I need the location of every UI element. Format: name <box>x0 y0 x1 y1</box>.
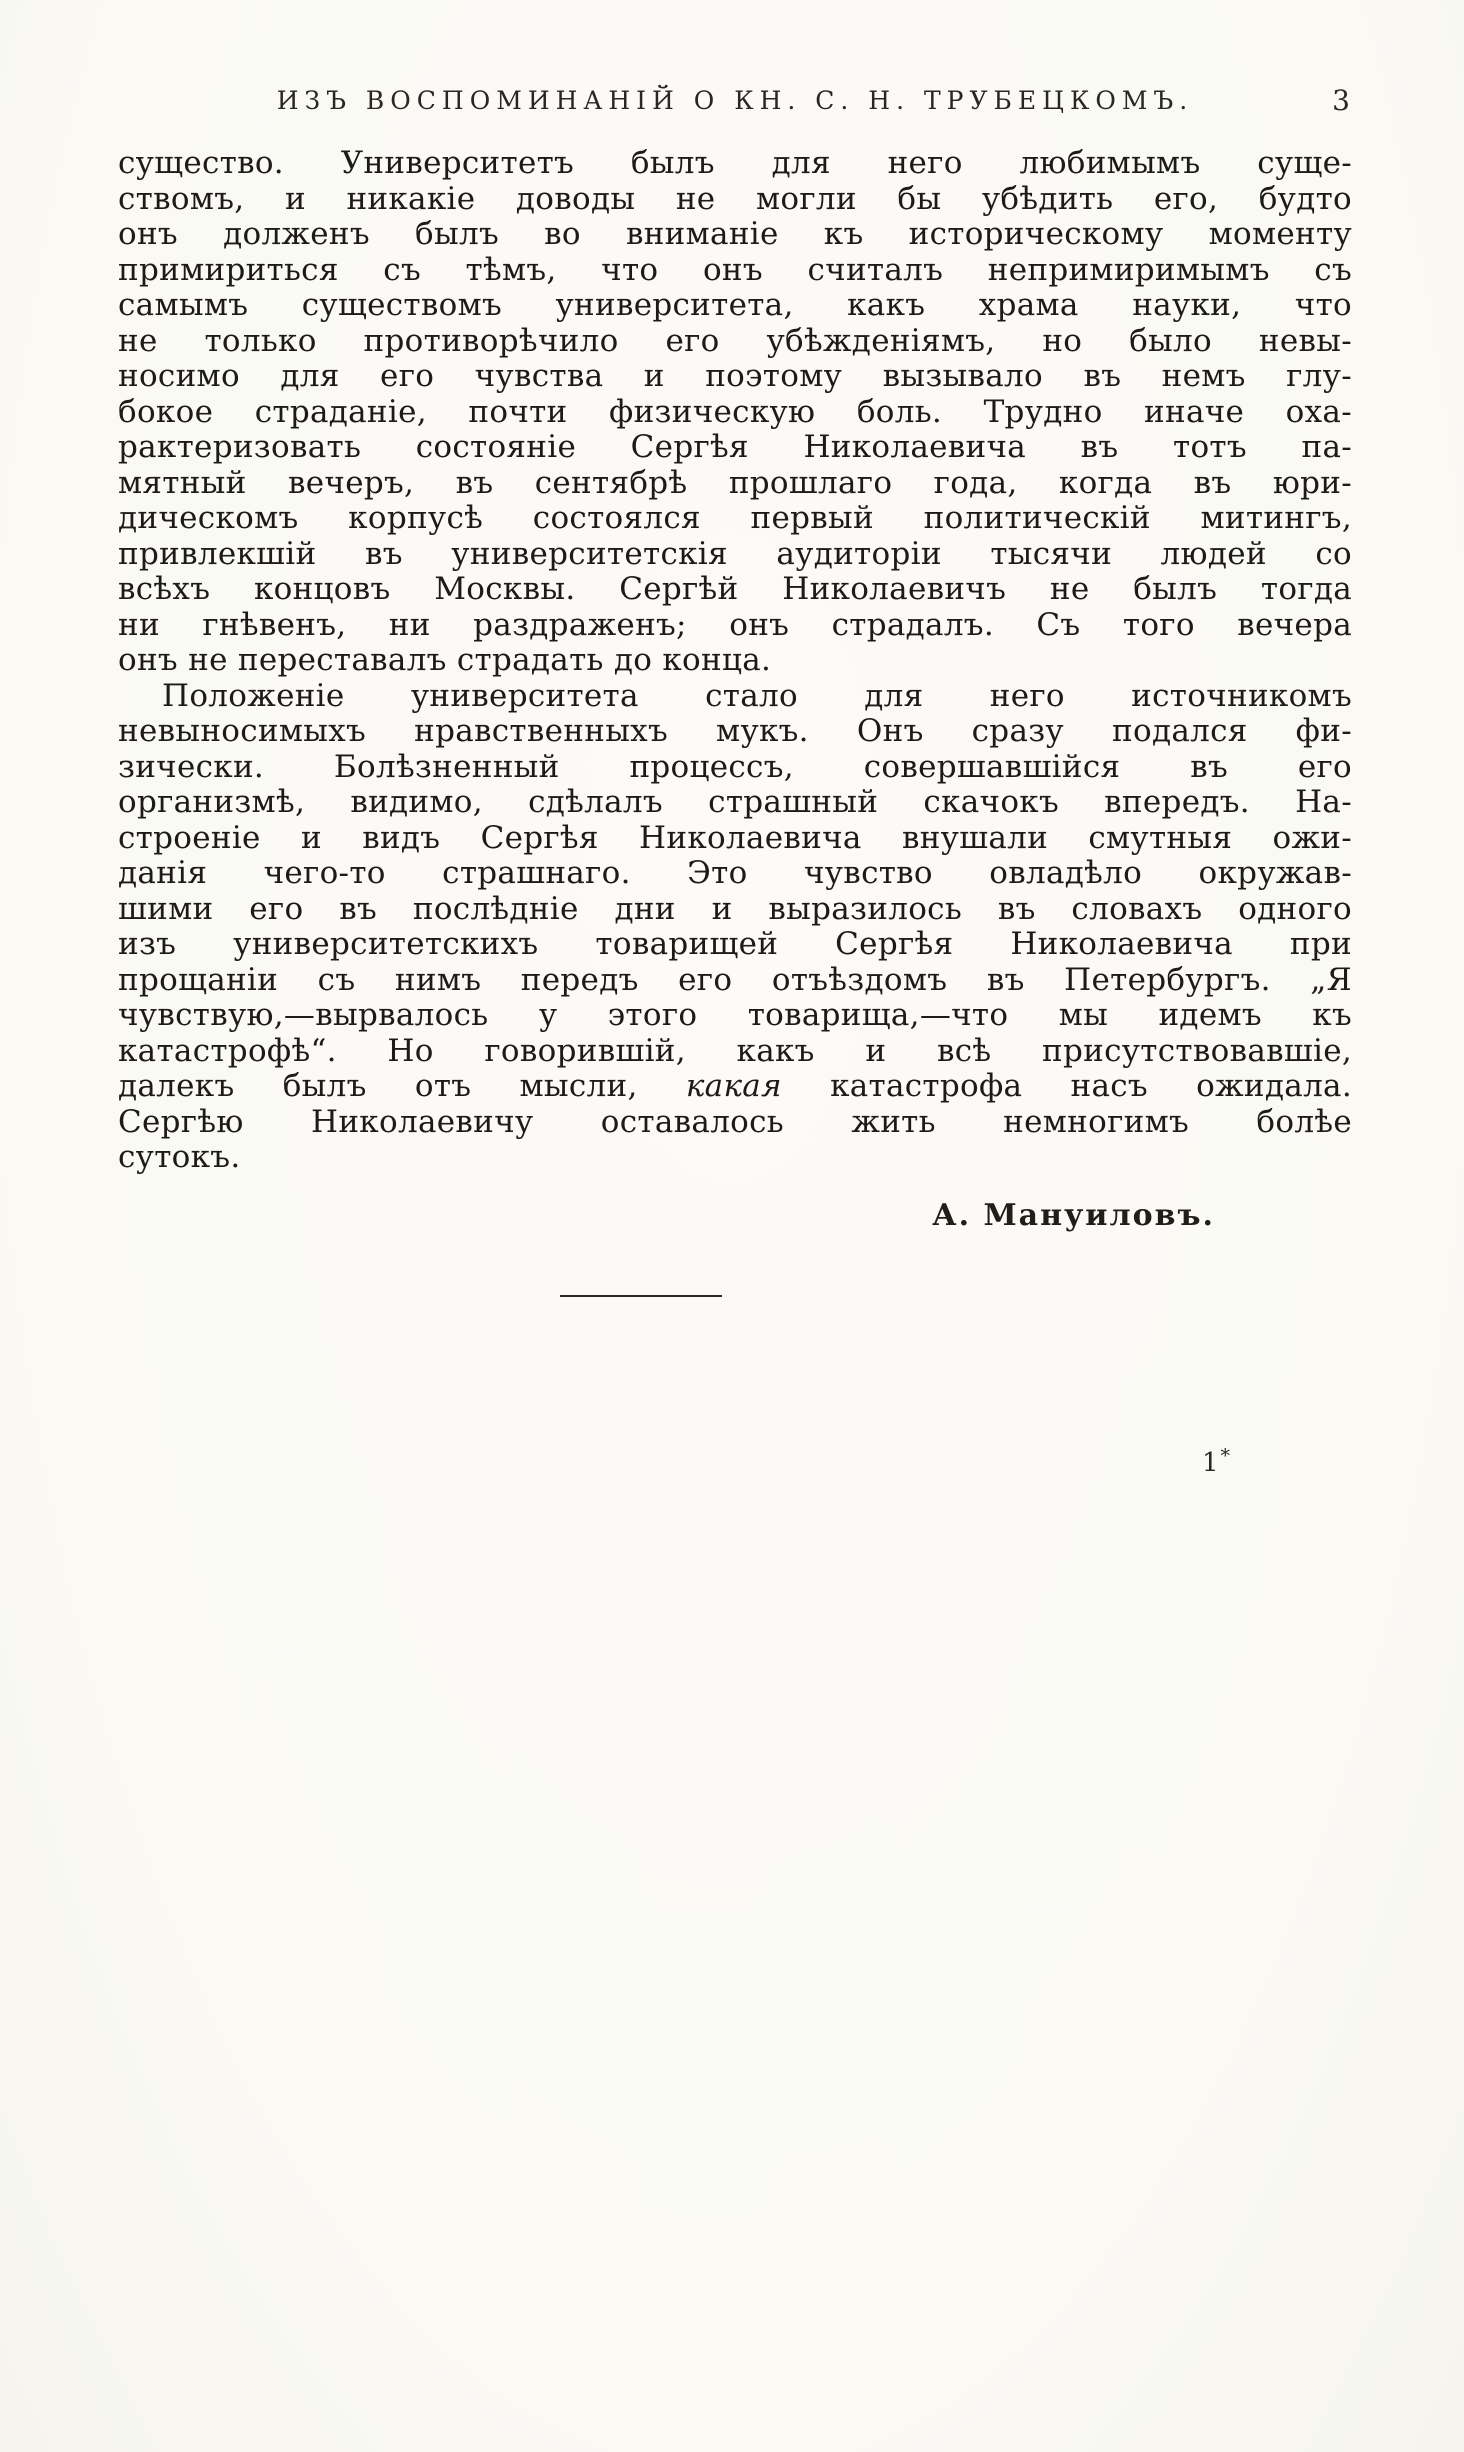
text-line: бокое страданіе, почти физическую боль. Трудно иначе оха- <box>118 393 1352 430</box>
text-line: шими его въ послѣдніе дни и выразилось въ словахъ одного <box>118 890 1352 927</box>
text-line: онъ не переставалъ страдать до конца. <box>118 642 772 678</box>
text-line: Сергѣю Николаевичу оставалось жить немногимъ болѣе <box>118 1103 1352 1140</box>
text-line <box>118 1069 1352 1105</box>
text-line: данія чего-то страшнаго. Это чувство овладѣло окружав- <box>118 855 1352 891</box>
printers-signature-mark <box>1202 1445 1230 1478</box>
text-line: рактеризовать состояніе Сергѣя Николаевича въ тотъ па- <box>118 429 1352 465</box>
text-line: изъ университетскихъ товарищей Сергѣя Николаевича при <box>118 926 1352 962</box>
text-line: дическомъ корпусѣ состоялся первый политическій митингъ, <box>118 500 1352 536</box>
text-line: ни гнѣвенъ, ни раздраженъ; онъ страдалъ. Съ того вечера <box>118 606 1352 643</box>
text-line: не только противорѣчило его убѣжденіямъ, но было невы- <box>118 322 1352 359</box>
text-line: зически. Болѣзненный процессъ, совершавшійся въ его <box>118 748 1352 785</box>
text-line: катастрофѣ“. Но говорившій, какъ и всѣ присутствовавшіе, <box>118 1032 1352 1069</box>
text-line: существо. Университетъ былъ для него любимымъ суще- <box>118 145 1352 181</box>
separator-rule <box>560 1295 722 1297</box>
text-line: строеніе и видъ Сергѣя Николаевича внушали смутныя ожи- <box>118 819 1352 856</box>
paragraph <box>118 679 1352 1176</box>
text-line: привлекшій въ университетскія аудиторіи тысячи людей со <box>118 535 1352 572</box>
page-header <box>118 86 1352 120</box>
text-line: чувствую,—вырвалось у этого товарища,—что мы идемъ къ <box>118 997 1352 1033</box>
text-segment: далекъ былъ отъ мысли, <box>118 1068 686 1104</box>
author-signature: А. Мануиловъ. <box>932 1197 1215 1233</box>
paragraph <box>118 146 1352 679</box>
text-line: организмѣ, видимо, сдѣлалъ страшный скачокъ впередъ. На- <box>118 784 1352 820</box>
text-line: носимо для его чувства и поэтому вызывало въ немъ глу- <box>118 358 1352 394</box>
paragraphs-container <box>118 146 1352 1176</box>
text-line: всѣхъ концовъ Москвы. Сергѣй Николаевичъ не былъ тогда <box>118 571 1352 607</box>
text-line: примириться съ тѣмъ, что онъ считалъ непримиримымъ съ <box>118 251 1352 288</box>
text-segment: катастрофа насъ ожидала. <box>781 1068 1352 1104</box>
text-line: Положеніе университета стало для него источникомъ <box>162 677 1352 714</box>
text-line: прощаніи съ нимъ передъ его отъѣздомъ въ Петербургъ. „Я <box>118 961 1352 998</box>
signature-mark-number: 1 <box>1202 1448 1219 1478</box>
text-line: сутокъ. <box>118 1139 241 1175</box>
running-head: ИЗЪ ВОСПОМИНАНІЙ О КН. С. Н. ТРУБЕЦКОМЪ. <box>276 86 1194 115</box>
page-body <box>118 146 1352 1297</box>
signature-mark-asterisk: * <box>1220 1445 1231 1467</box>
text-line: ствомъ, и никакіе доводы не могли бы убѣдить его, будто <box>118 180 1352 217</box>
text-line: невыносимыхъ нравственныхъ мукъ. Онъ сразу подался фи- <box>118 713 1352 749</box>
text-line: самымъ существомъ университета, какъ храма науки, что <box>118 287 1352 323</box>
emphasized-text: какая <box>685 1068 782 1104</box>
text-line: мятный вечеръ, въ сентябрѣ прошлаго года, когда въ юри- <box>118 464 1352 501</box>
page-number: 3 <box>1332 84 1350 117</box>
text-line: онъ долженъ былъ во вниманіе къ историческому моменту <box>118 216 1352 252</box>
